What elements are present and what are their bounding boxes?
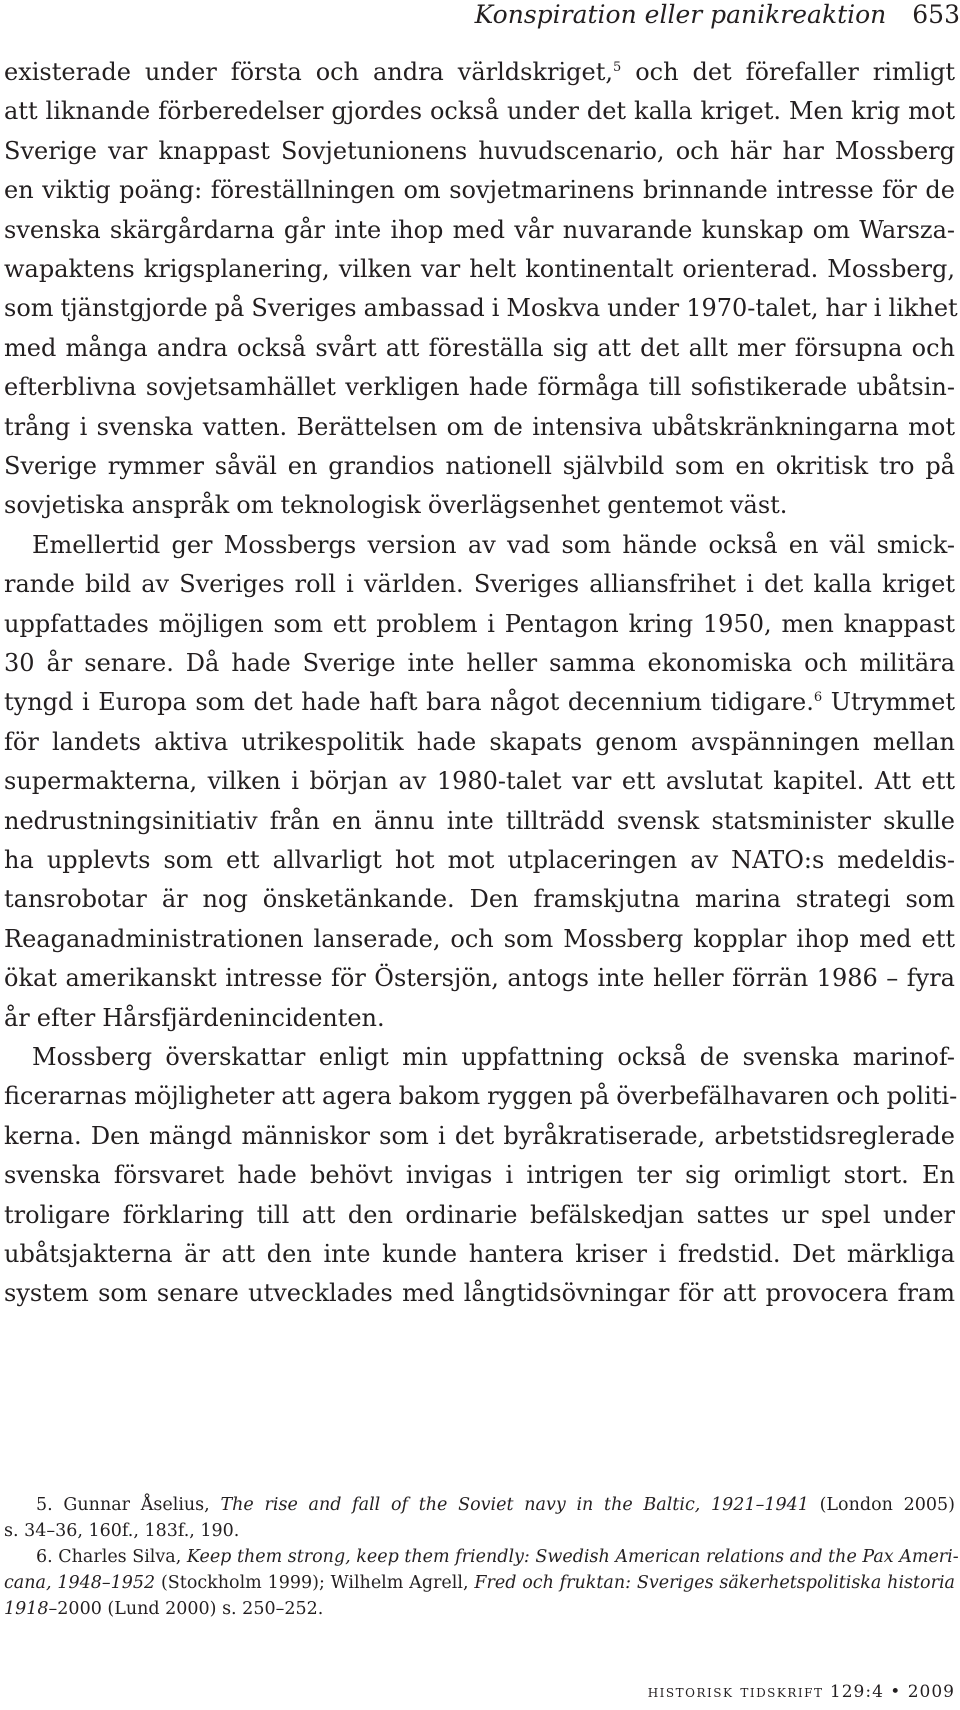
journal-footer [648,1680,955,1704]
text-line: tyngd i Europa som det hade haft bara något decennium tidigare.$^6$ Utrymmet [4,688,956,717]
text-line: en viktig poäng: föreställningen om sovjetmarinens brinnande intresse för de [4,176,955,205]
page-number: 653 [912,0,960,29]
text-line: supermakterna, vilken i början av 1980-talet var ett avslutat kapitel. Att ett [4,767,955,796]
text-line: Mossberg överskattar enligt min uppfattning också de svenska marinof- [32,1043,955,1071]
footnote-ref-6[interactable]: 6 [813,690,823,706]
text-line: rande bild av Sveriges roll i världen. Sveriges alliansfrihet i det kalla kriget [4,570,955,599]
footnote-ref-5[interactable]: 5 [613,60,622,75]
text-line: som tjänstgjorde på Sveriges ambassad i Moskva under 1970-talet, har i likhet [4,294,958,323]
footnote-6: 6. Charles Silva, Keep them strong, keep them friendly: Swedish American relations and the Pax Ameri- [36,1547,959,1567]
text-line: svenska skärgårdarna går inte ihop med vår nuvarande kunskap om Warsza- [4,215,955,244]
text-line: ficerarnas möjligheter att agera bakom ryggen på överbefälhavaren och politi- [4,1082,958,1111]
text-line: system som senare utvecklades med långtidsövningar för att provocera fram [4,1279,955,1308]
text-line: Sverige rymmer såväl en grandios nationell självbild som en okritisk tro på [4,452,955,480]
text-line: 30 år senare. Då hade Sverige inte heller samma ekonomiska och militära [4,649,955,677]
text-line: ubåtsjakterna är att den inte kunde hantera kriser i fredstid. Det märkliga [4,1240,955,1268]
text-line: sovjetiska anspråk om teknologisk överlägsenhet gentemot väst. [4,491,788,520]
text-line: uppfattades möjligen som ett problem i Pentagon kring 1950, men knappast [4,609,955,638]
running-title: Konspiration eller panikreaktion [474,0,887,29]
footer-separator: • [890,1682,902,1702]
journal-issue: 129:4 [829,1682,884,1702]
text-line: troligare förklaring till att den ordinarie befälskedjan sattes ur spel under [4,1200,955,1229]
text-line: kerna. Den mängd människor som i det byråkratiserade, arbetstidsreglerade [4,1121,955,1150]
text-line: Emellertid ger Mossbergs version av vad som hände också en väl smick- [32,530,955,559]
text-line: ha upplevts som ett allvarligt hot mot utplaceringen av NATO:s medeldis- [4,846,955,874]
text-line: wapaktens krigsplanering, vilken var helt kontinentalt orienterad. Mossberg, [4,255,955,283]
text-line: efterblivna sovjetsamhället verkligen hade förmåga till sofistikerade ubåtsin- [4,373,955,402]
text-line: år efter Hårsfjärdenincidenten. [4,1003,385,1032]
footnote-5: 5. Gunnar Åselius, The rise and fall of the Soviet navy in the Baltic, 1921–1941 (London 2005) [36,1495,955,1515]
text-line: nedrustningsinitiativ från en ännu inte tillträdd svensk statsminister skulle [4,806,955,835]
footnote-5-cont: s. 34–36, 160f., 183f., 190. [4,1521,240,1541]
text-line: med många andra också svårt att föreställa sig att det allt mer försupna och [4,333,955,362]
running-header [10,0,960,30]
text-line: ökat amerikanskt intresse för Östersjön, antogs inte heller förrän 1986 – fyra [4,964,955,993]
journal-year: 2009 [907,1682,955,1702]
text-line: existerade under första och andra världskriget,$^5$ och det förefaller rimligt [4,58,955,86]
footnote-6-cont: cana, 1948–1952 (Stockholm 1999); Wilhelm Agrell, Fred och fruktan: Sveriges säkerhetspolitiska historia [4,1573,955,1593]
text-line: Reaganadministrationen lanserade, och som Mossberg kopplar ihop med ett [4,924,955,953]
text-line: Sverige var knappast Sovjetunionens huvudscenario, och här har Mossberg [4,136,955,165]
text-line: svenska försvaret hade behövt invigas i intrigen ter sig orimligt stort. En [4,1161,955,1190]
text-line: att liknande förberedelser gjordes också under det kalla kriget. Men krig mot [4,97,955,126]
journal-name: historisk tidskrift [647,1682,824,1702]
text-line: för landets aktiva utrikespolitik hade skapats genom avspänningen mellan [4,727,955,756]
text-line: trång i svenska vatten. Berättelsen om de intensiva ubåtskränkningarna mot [4,412,955,441]
text-line: tansrobotar är nog önsketänkande. Den framskjutna marina strategi som [4,885,955,914]
footnote-6-cont: 1918–2000 (Lund 2000) s. 250–252. [4,1599,324,1619]
